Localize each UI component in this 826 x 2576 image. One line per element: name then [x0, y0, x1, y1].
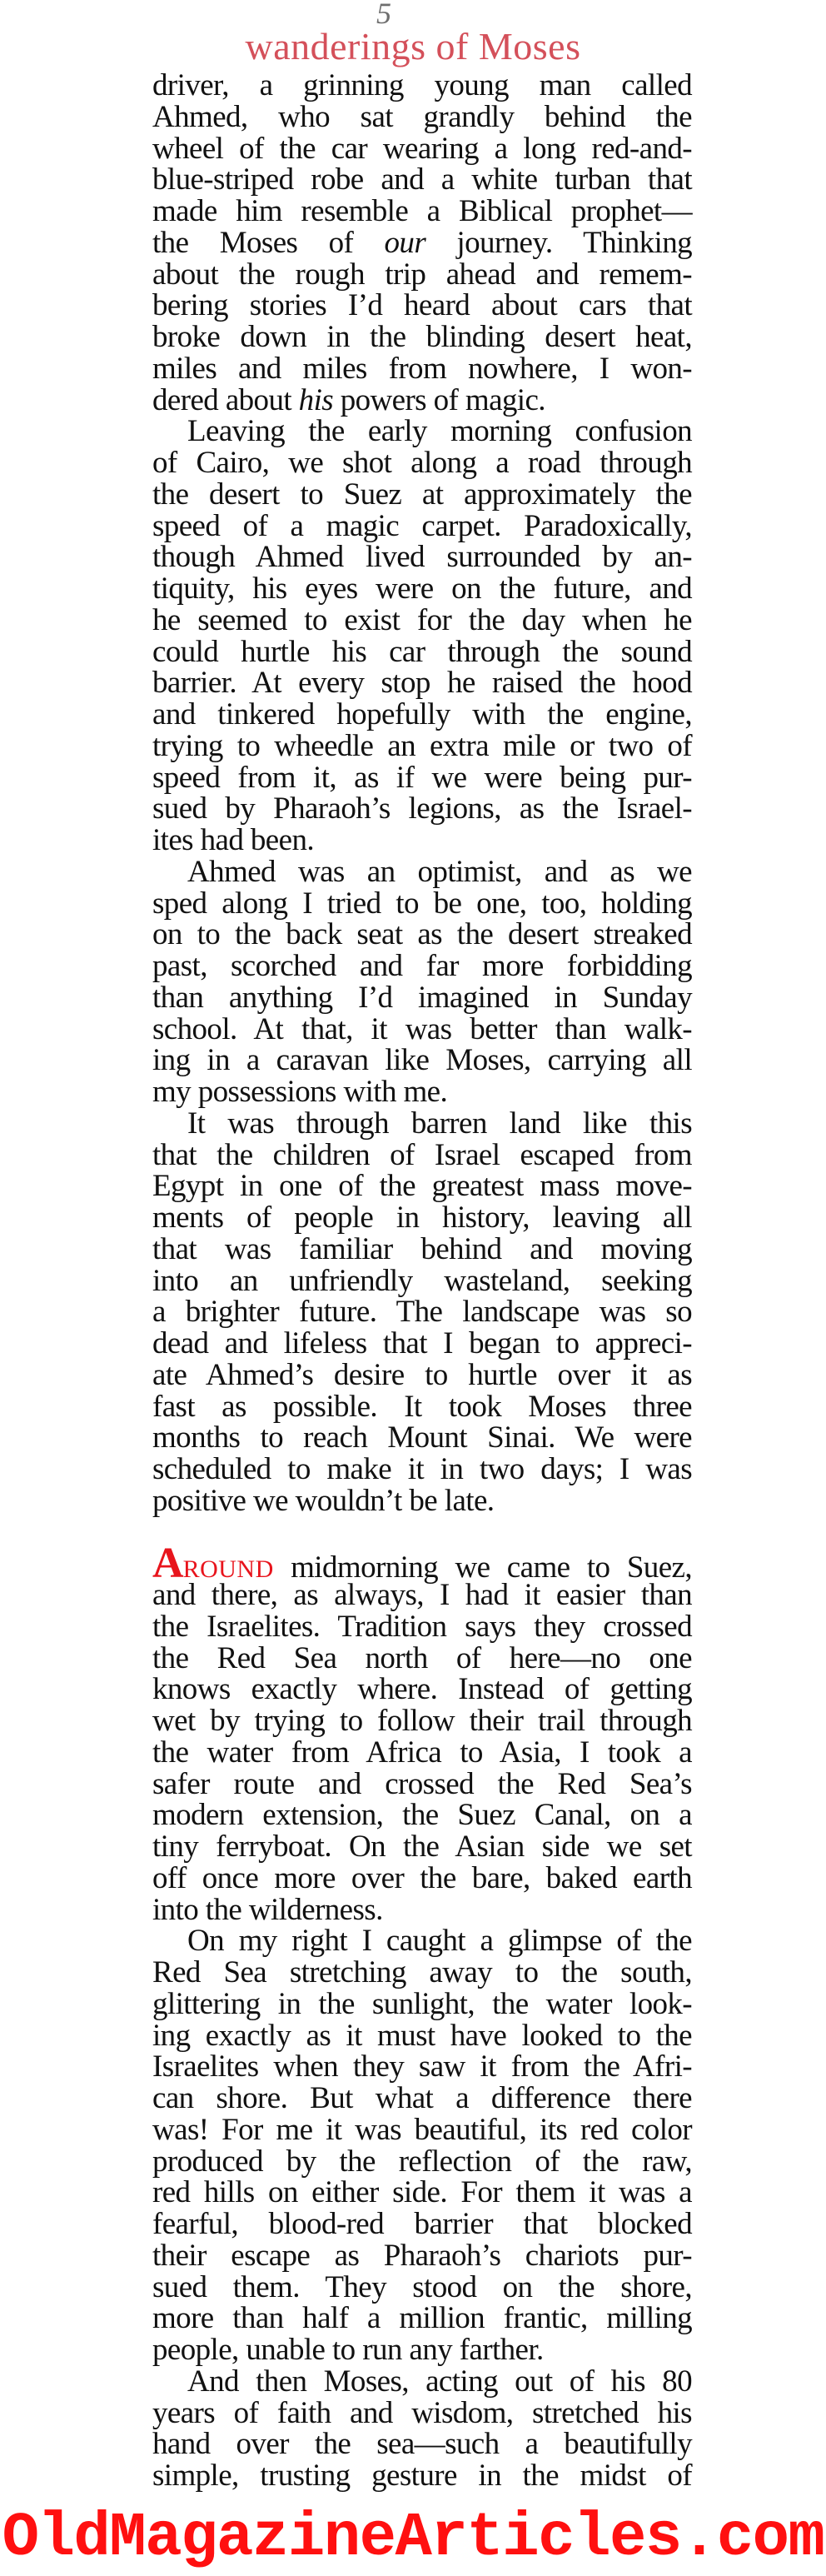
text-line: barrier. At every stop he raised the hood — [152, 666, 692, 701]
text-line: bering stories I’d heard about cars that — [152, 288, 692, 323]
text-line: safer route and crossed the Red Sea’s — [152, 1766, 692, 1801]
text-line: wheel of the car wearing a long red-and- — [152, 131, 692, 166]
text-line: trying to wheedle an extra mile or two of — [152, 728, 692, 763]
italic-emphasis: his — [298, 382, 334, 417]
text-line: ing exactly as it must have looked to the — [152, 2018, 692, 2053]
text-line: my possessions with me. — [152, 1075, 448, 1109]
text-line: though Ahmed lived surrounded by an- — [152, 540, 692, 575]
text-line: ments of people in history, leaving all — [152, 1201, 692, 1235]
site-watermark: OldMagazineArticles.com — [2, 2504, 824, 2574]
text-line: scheduled to make it in two days; I was — [152, 1452, 692, 1486]
text-line: knows exactly where. Instead of getting — [152, 1672, 692, 1707]
text-line: positive we wouldn’t be late. — [152, 1483, 495, 1518]
text-line: than anything I’d imagined in Sunday — [152, 980, 692, 1015]
text-line: made him resemble a Biblical prophet— — [152, 194, 692, 228]
article-title: wanderings of Moses — [245, 25, 581, 67]
text-line: more than half a million frantic, milling — [152, 2301, 692, 2336]
text-line: ites had been. — [152, 823, 314, 857]
text-line: that was familiar behind and moving — [152, 1231, 692, 1266]
text-line: speed from it, as if we were being pur- — [152, 760, 692, 795]
text-segment: powers of magic. — [333, 382, 545, 417]
text-line: he seemed to exist for the day when he — [152, 602, 692, 637]
text-line: can shore. But what a difference there — [152, 2081, 692, 2115]
drop-cap: A — [152, 1540, 183, 1588]
text-line: people, unable to run any farther. — [152, 2333, 544, 2367]
paragraph-first-line: Ahmed was an optimist, and as we — [187, 854, 692, 889]
text-line: ing in a caravan like Moses, carrying all — [152, 1043, 692, 1078]
text-line: simple, trusting gesture in the midst of — [152, 2459, 692, 2493]
text-line: red hills on either side. For them it was a — [152, 2175, 692, 2210]
text-line: sued by Pharaoh’s legions, as the Israel- — [152, 791, 692, 826]
section-break — [152, 1517, 692, 1549]
text-line: Ahmed, who sat grandly behind the — [152, 99, 692, 134]
text-line: and tinkered hopefully with the engine, — [152, 697, 692, 731]
paragraph-first-line: Leaving the early morning confusion — [187, 414, 692, 449]
text-segment: the Moses of — [152, 225, 385, 260]
text-line: years of faith and wisdom, stretched his — [152, 2395, 692, 2430]
text-line: of Cairo, we shot along a road through — [152, 446, 692, 480]
text-line: was! For me it was beautiful, its red color — [152, 2112, 692, 2147]
text-line: produced by the reflection of the raw, — [152, 2144, 692, 2179]
text-line: the Israelites. Tradition says they crossed — [152, 1609, 692, 1644]
article-body — [152, 70, 692, 2492]
text-line: the water from Africa to Asia, I took a — [152, 1735, 692, 1770]
first-line-text: midmorning we came to Suez, — [273, 1550, 692, 1585]
section-1 — [152, 70, 692, 1517]
text-line: fearful, blood-red barrier that blocked — [152, 2207, 692, 2241]
section-2 — [152, 1540, 692, 2493]
text-line: Red Sea stretching away to the south, — [152, 1955, 692, 1989]
text-line: blue-striped robe and a white turban that — [152, 162, 692, 197]
text-line: wet by trying to follow their trail through — [152, 1704, 692, 1738]
text-segment: dered about — [152, 382, 299, 417]
text-line: speed of a magic carpet. Paradoxically, — [152, 508, 692, 543]
text-line: into an unfriendly wasteland, seeking — [152, 1263, 692, 1298]
text-line: ate Ahmed’s desire to hurtle over it as — [152, 1357, 692, 1392]
text-line: into the wilderness. — [152, 1892, 383, 1927]
text-line: that the children of Israel escaped from — [152, 1137, 692, 1172]
paragraph-first-line: And then Moses, acting out of his 80 — [187, 2364, 692, 2399]
text-line: could hurtle his car through the sound — [152, 634, 692, 669]
text-line — [152, 382, 692, 417]
text-line: a brighter future. The landscape was so — [152, 1295, 692, 1330]
text-line: and there, as always, I had it easier than — [152, 1578, 692, 1612]
text-line: Egypt in one of the greatest mass move- — [152, 1169, 692, 1204]
text-line: tiny ferryboat. On the Asian side we set — [152, 1830, 692, 1864]
text-line: tiquity, his eyes were on the future, and — [152, 572, 692, 606]
text-line: about the rough trip ahead and remem- — [152, 257, 692, 292]
italic-emphasis: our — [384, 225, 426, 260]
paragraph-first-line: It was through barren land like this — [187, 1106, 692, 1141]
text-line — [152, 227, 692, 259]
section-2-lines — [152, 1580, 692, 2492]
text-line: fast as possible. It took Moses three — [152, 1389, 692, 1424]
text-line: glittering in the sunlight, the water look- — [152, 1986, 692, 2021]
text-line: off once more over the bare, baked earth — [152, 1860, 692, 1895]
text-line: Israelites when they saw it from the Afri- — [152, 2049, 692, 2084]
text-line: sued them. They stood on the shore, — [152, 2269, 692, 2304]
paragraph-first-line: On my right I caught a glimpse of the — [187, 1924, 692, 1959]
text-line: driver, a grinning young man called — [152, 68, 692, 102]
text-line: broke down in the blinding desert heat, — [152, 320, 692, 354]
text-line: miles and miles from nowhere, I won- — [152, 351, 692, 386]
text-line: months to reach Mount Sinai. We were — [152, 1420, 692, 1455]
text-line: on to the back seat as the desert streaked — [152, 917, 692, 952]
text-line: dead and lifeless that I began to appreci- — [152, 1326, 692, 1360]
text-line: school. At that, it was better than walk- — [152, 1011, 692, 1046]
page-number: 5 — [376, 0, 391, 30]
text-line: their escape as Pharaoh’s chariots pur- — [152, 2238, 692, 2273]
text-line: sped along I tried to be one, too, holding — [152, 886, 692, 921]
text-line: hand over the sea—such a beautifully — [152, 2427, 692, 2462]
text-line: the Red Sea north of here—no one — [152, 1640, 692, 1675]
text-line: the desert to Suez at approximately the — [152, 477, 692, 512]
text-line: modern extension, the Suez Canal, on a — [152, 1798, 692, 1833]
text-line: past, scorched and far more forbidding — [152, 949, 692, 983]
small-caps-lead: ROUND — [182, 1555, 274, 1584]
section-2-first-line — [152, 1540, 692, 1588]
text-segment: journey. Thinking — [425, 225, 692, 260]
